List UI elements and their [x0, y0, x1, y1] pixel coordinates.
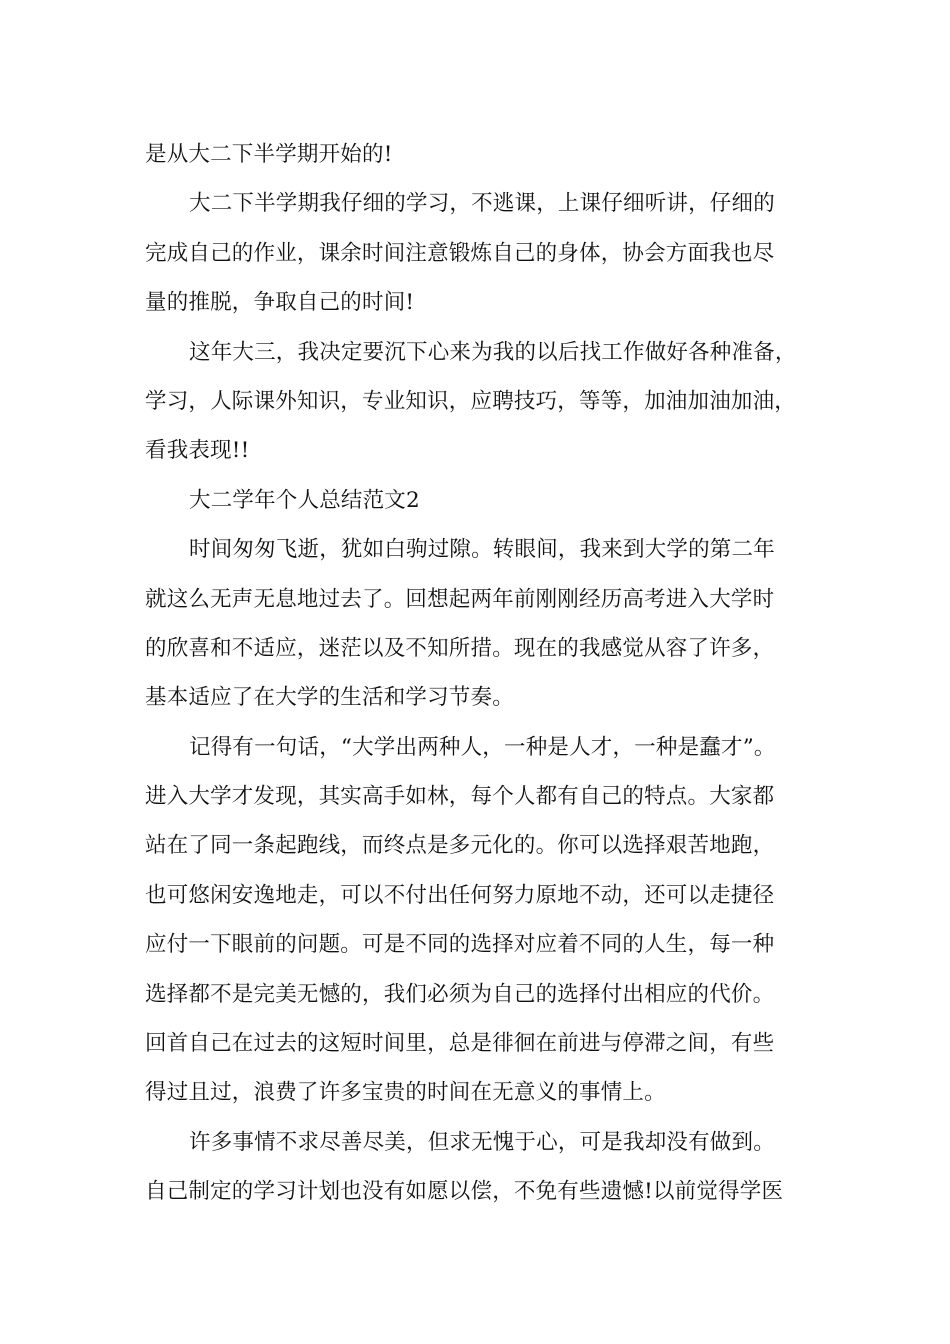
text-line: 量的推脱，争取自己的时间! — [145, 290, 415, 316]
text-line: 学习，人际课外知识，专业知识，应聘技巧，等等，加油加油加油， — [145, 388, 797, 414]
text-line: 看我表现!! — [145, 438, 250, 464]
text-line: 得过且过，浪费了许多宝贵的时间在无意义的事情上。 — [145, 1080, 666, 1106]
text-line: 的欣喜和不适应，迷茫以及不知所措。现在的我感觉从容了许多， — [145, 635, 775, 661]
text-line: 记得有一句话，“大学出两种人，一种是人才，一种是蠢才”。 — [189, 734, 776, 760]
text-line: 站在了同一条起跑线，而终点是多元化的。你可以选择艰苦地跑， — [145, 833, 775, 859]
text-line: 自己制定的学习计划也没有如愿以偿，不免有些遗憾!以前觉得学医 — [145, 1179, 784, 1205]
text-line: 基本适应了在大学的生活和学习节奏。 — [145, 685, 514, 711]
text-line: 是从大二下半学期开始的! — [145, 142, 393, 167]
text-line: 回首自己在过去的这短时间里，总是徘徊在前进与停滞之间，有些 — [145, 1031, 775, 1057]
text-line: 大二下半学期我仔细的学习，不逃课，上课仔细听讲，仔细的 — [189, 191, 775, 217]
text-line: 时间匆匆飞逝，犹如白驹过隙。转眼间，我来到大学的第二年 — [189, 537, 775, 563]
text-line: 应付一下眼前的问题。可是不同的选择对应着不同的人生，每一种 — [145, 932, 775, 958]
text-line: 选择都不是完美无憾的，我们必须为自己的选择付出相应的代价。 — [145, 981, 775, 1007]
text-line: 完成自己的作业，课余时间注意锻炼自己的身体，协会方面我也尽 — [145, 240, 775, 266]
section-heading: 大二学年个人总结范文2 — [189, 487, 420, 513]
document-body — [145, 130, 810, 1217]
text-line: 进入大学才发现，其实高手如林，每个人都有自己的特点。大家都 — [145, 784, 775, 810]
text-line: 这年大三，我决定要沉下心来为我的以后找工作做好各种准备， — [189, 339, 797, 365]
text-line: 也可悠闲安逸地走，可以不付出任何努力原地不动，还可以走捷径 — [145, 882, 775, 908]
text-line: 就这么无声无息地过去了。回想起两年前刚刚经历高考进入大学时 — [145, 586, 775, 612]
text-line: 许多事情不求尽善尽美，但求无愧于心，可是我却没有做到。 — [189, 1129, 775, 1155]
